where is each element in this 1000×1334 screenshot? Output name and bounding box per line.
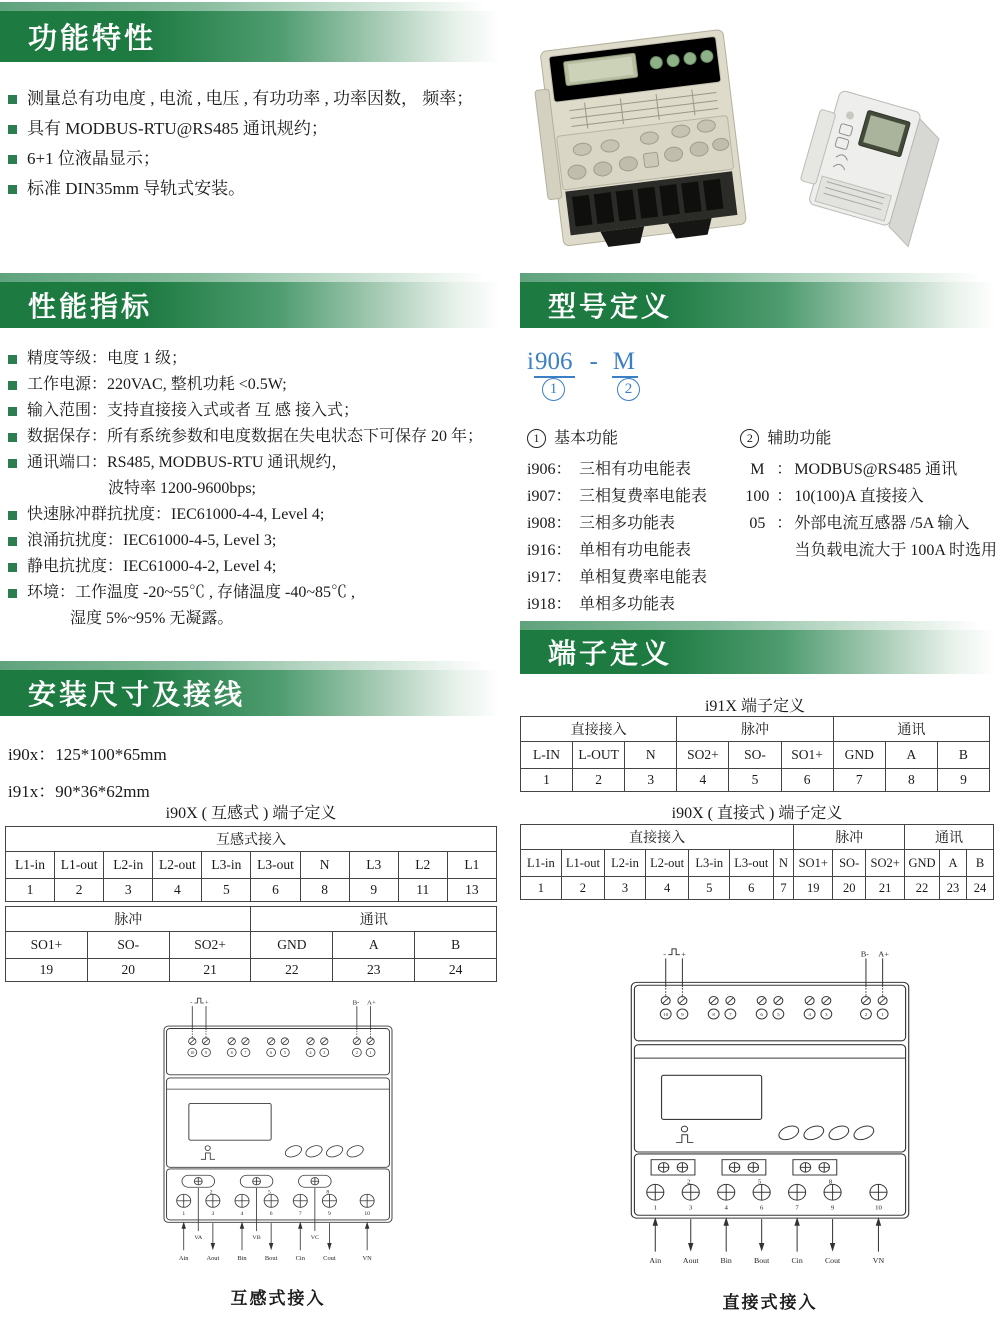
bullet-item — [8, 114, 513, 144]
table-cell: 9 — [349, 879, 398, 902]
table-cell: 23 — [940, 877, 967, 900]
features-bullet-list — [8, 84, 513, 204]
table-cell: L2-in — [104, 852, 153, 879]
svg-text:3: 3 — [689, 1204, 693, 1212]
column-group-header: 通讯 — [251, 907, 497, 932]
table-cell: GND — [833, 742, 885, 769]
model-item-desc: 单相多功能表 — [579, 596, 676, 613]
table-cell: N — [773, 850, 794, 877]
model-item-separator: ： — [776, 461, 793, 478]
circled-1-icon: 1 — [527, 429, 546, 448]
banner-band — [520, 630, 1000, 674]
table-cell: L3 — [349, 852, 398, 879]
table-cell: 1 — [521, 877, 562, 900]
table-cell: L3-in — [689, 850, 730, 877]
svg-text:Bin: Bin — [237, 1254, 247, 1262]
bullet-item — [8, 84, 513, 114]
section-title: 型号定义 — [548, 291, 673, 322]
dimension-line: i91x：90*36*62mm — [8, 782, 150, 801]
table-group-row — [521, 717, 990, 742]
bullet-item — [8, 346, 513, 372]
table-cell: SO1+ — [6, 932, 88, 959]
svg-text:4: 4 — [309, 1050, 312, 1055]
model-code-prefix: i — [527, 348, 534, 375]
bullet-square-icon — [8, 407, 17, 416]
bullet-item — [8, 372, 513, 398]
model-item — [527, 510, 740, 537]
terminal-table-i90x-ct-aux — [5, 906, 497, 982]
table-cell: 2 — [573, 769, 625, 792]
table-cell: L2-out — [645, 850, 689, 877]
model-item — [740, 510, 997, 537]
model-code-suffix: M — [612, 348, 638, 378]
table-cell: SO- — [833, 850, 866, 877]
table-cell: 7 — [773, 877, 794, 900]
banner-band — [0, 11, 506, 62]
table-cell: 8 — [885, 769, 937, 792]
terminal-table-i90x-direct — [520, 824, 994, 900]
model-item-code: i908： — [527, 515, 572, 532]
column-group-header: 脉冲 — [677, 717, 833, 742]
model-item — [527, 483, 740, 510]
model-item-code: i916： — [527, 542, 572, 559]
table-cell: L1-out — [55, 852, 104, 879]
banner-band — [0, 282, 506, 328]
svg-text:10: 10 — [875, 1204, 882, 1212]
svg-text:VC: VC — [310, 1235, 320, 1241]
bullet-square-icon — [8, 185, 17, 194]
table-cell: L1 — [447, 852, 496, 879]
model-item-desc: 三相有功电能表 — [579, 461, 692, 478]
bullet-square-icon — [8, 511, 17, 520]
table-cell: B — [937, 742, 989, 769]
table-cell: A — [885, 742, 937, 769]
table-cell: SO1+ — [781, 742, 833, 769]
svg-text:9: 9 — [328, 1211, 331, 1218]
terminal-label-row — [521, 850, 994, 877]
svg-text:VA: VA — [194, 1235, 203, 1241]
svg-text:1: 1 — [182, 1211, 186, 1218]
bullet-item — [8, 424, 513, 450]
table-cell: 3 — [104, 879, 153, 902]
svg-text:VB: VB — [252, 1235, 261, 1241]
bullet-square-icon — [8, 125, 17, 134]
bullet-item — [8, 174, 513, 204]
bullet-text: 精度等级：电度 1 级； — [27, 350, 188, 367]
bullet-text: 工作电源：220VAC, 整机功耗 <0.5W; — [27, 376, 287, 393]
bullet-square-icon — [8, 155, 17, 164]
table-cell: 5 — [202, 879, 251, 902]
table-cell: 2 — [55, 879, 104, 902]
table-cell: 5 — [689, 877, 730, 900]
table-cell: 21 — [866, 877, 905, 900]
table-cell: 8 — [300, 879, 349, 902]
column-group-header: 直接接入 — [521, 825, 794, 850]
svg-text:+: + — [681, 949, 686, 959]
svg-text:Cout: Cout — [323, 1254, 336, 1262]
table-cell: 4 — [153, 879, 202, 902]
model-item-desc: MODBUS@RS485 通讯 — [794, 461, 958, 478]
table-cell: L3-in — [202, 852, 251, 879]
table-caption-i90x-direct: i90X ( 直接式 ) 端子定义 — [671, 805, 843, 822]
bullet-text: 具有 MODBUS-RTU@RS485 通讯规约； — [27, 119, 328, 138]
svg-text:Bout: Bout — [264, 1254, 278, 1262]
model-code-dash: - — [589, 348, 598, 375]
bullet-square-icon — [8, 95, 17, 104]
bullet-text: 浪涌抗扰度：IEC61000-4-5, Level 3; — [27, 532, 277, 549]
terminal-label-row — [6, 852, 497, 879]
table-caption-i91x: i91X 端子定义 — [704, 698, 805, 715]
svg-text:B-: B- — [352, 999, 360, 1007]
bullet-item — [8, 580, 513, 606]
svg-text:7: 7 — [244, 1050, 247, 1055]
section-banner-terminals — [520, 630, 1000, 674]
svg-text:Bin: Bin — [720, 1256, 732, 1266]
svg-text:6: 6 — [759, 1204, 764, 1212]
model-item-desc: 外部电流互感器 /5A 输入 — [794, 515, 970, 532]
bullet-item — [8, 398, 513, 424]
svg-text:5: 5 — [283, 1050, 286, 1055]
svg-text:2: 2 — [864, 1013, 868, 1018]
table-cell: 19 — [794, 877, 833, 900]
model-item-code: M — [750, 461, 765, 478]
bullet-square-icon — [8, 459, 17, 468]
svg-text:8: 8 — [828, 1178, 833, 1186]
bullet-continuation — [8, 476, 513, 502]
section-banner-specs — [0, 282, 506, 328]
table-cell: 13 — [447, 879, 496, 902]
model-item — [527, 564, 740, 591]
svg-text:10: 10 — [663, 1013, 669, 1018]
table-cell: 1 — [521, 769, 573, 792]
model-item-separator: ： — [776, 488, 793, 505]
svg-text:4: 4 — [724, 1204, 728, 1212]
svg-text:6: 6 — [760, 1013, 763, 1018]
table-group-row — [521, 825, 994, 850]
table-cell: SO- — [729, 742, 781, 769]
table-cell: L2-out — [153, 852, 202, 879]
wiring-diagram-direct — [624, 945, 916, 1267]
banner-band — [520, 282, 1000, 328]
svg-text:VN: VN — [362, 1254, 372, 1262]
three-phase-meter-photo — [530, 25, 770, 260]
svg-text:VN: VN — [872, 1256, 885, 1266]
banner-band — [0, 670, 506, 716]
table-cell: 24 — [966, 877, 993, 900]
terminal-table-i90x-ct-main — [5, 826, 497, 902]
table-cell: 4 — [645, 877, 689, 900]
svg-text:9: 9 — [681, 1013, 684, 1018]
svg-text:3: 3 — [825, 1013, 828, 1018]
svg-text:Ain: Ain — [649, 1256, 662, 1266]
svg-text:7: 7 — [795, 1204, 799, 1212]
svg-text:1: 1 — [881, 1013, 884, 1018]
bullet-text: 湿度 5%~95% 无凝露。 — [70, 610, 234, 627]
model-item-code: i906： — [527, 461, 572, 478]
bullet-square-icon — [8, 589, 17, 598]
table-cell: 3 — [605, 877, 646, 900]
basic-items-list — [527, 456, 740, 618]
terminal-label-row — [6, 932, 497, 959]
svg-text:8: 8 — [230, 1050, 233, 1055]
bullet-text: 标准 DIN35mm 导轨式安装。 — [27, 179, 246, 198]
svg-text:B-: B- — [860, 949, 870, 959]
table-cell: 11 — [398, 879, 447, 902]
bullet-square-icon — [8, 381, 17, 390]
model-item — [740, 456, 997, 483]
svg-text:3: 3 — [211, 1211, 215, 1218]
table-cell: SO2+ — [866, 850, 905, 877]
bullet-item — [8, 554, 513, 580]
table-caption-i90x-ct: i90X ( 互感式 ) 端子定义 — [165, 805, 337, 822]
model-item-desc: 10(100)A 直接接入 — [794, 488, 924, 505]
svg-text:2: 2 — [355, 1050, 358, 1055]
aux-items-list — [740, 456, 997, 564]
svg-text:4: 4 — [808, 1013, 811, 1018]
dimension-line: i90x：125*100*65mm — [8, 745, 167, 764]
svg-text:4: 4 — [240, 1211, 244, 1218]
table-cell: 23 — [333, 959, 415, 982]
table-group-row — [6, 907, 497, 932]
table-cell: 6 — [781, 769, 833, 792]
table-cell: A — [333, 932, 415, 959]
table-cell: 7 — [833, 769, 885, 792]
terminal-number-row — [6, 879, 497, 902]
table-cell: SO- — [87, 932, 169, 959]
bullet-item — [8, 144, 513, 174]
column-group-header: 互感式接入 — [6, 827, 497, 852]
svg-text:-: - — [190, 999, 193, 1007]
table-cell: 9 — [937, 769, 989, 792]
basic-functions-header — [527, 424, 740, 454]
svg-text:7: 7 — [729, 1013, 732, 1018]
model-item-desc: 三相多功能表 — [579, 515, 676, 532]
single-phase-meter-photo — [782, 75, 972, 265]
bullet-text: 数据保存：所有系统参数和电度数据在失电状态下可保存 20 年； — [27, 428, 484, 445]
dimensions-block — [8, 736, 167, 810]
svg-text:Cin: Cin — [791, 1256, 803, 1266]
svg-text:2: 2 — [686, 1178, 691, 1186]
aux-functions-header — [740, 424, 997, 454]
table-cell: L-IN — [521, 742, 573, 769]
model-item — [740, 483, 997, 510]
model-item-desc: 当负载电流大于 100A 时选用 — [794, 542, 997, 559]
table-cell: 22 — [251, 959, 333, 982]
svg-text:Ain: Ain — [178, 1254, 189, 1262]
svg-text:6: 6 — [270, 1050, 273, 1055]
table-cell: GND — [905, 850, 940, 877]
model-item-desc: 三相复费率电能表 — [579, 488, 708, 505]
svg-text:8: 8 — [712, 1013, 715, 1018]
table-cell: L2-in — [605, 850, 646, 877]
model-item — [740, 537, 997, 564]
table-cell: GND — [251, 932, 333, 959]
table-cell: 24 — [415, 959, 497, 982]
section-banner-install — [0, 670, 506, 716]
svg-text:6: 6 — [269, 1211, 273, 1218]
model-item-desc: 单相复费率电能表 — [579, 569, 708, 586]
terminal-label-row — [521, 742, 990, 769]
header-label: 基本功能 — [554, 430, 619, 447]
section-title: 功能特性 — [28, 23, 157, 55]
model-item — [527, 456, 740, 483]
column-group-header: 通讯 — [833, 717, 989, 742]
terminal-number-row — [521, 877, 994, 900]
table-cell: L1-in — [521, 850, 562, 877]
specs-bullet-list — [8, 346, 513, 632]
diagram-caption-direct: 直接式接入 — [722, 1293, 818, 1312]
svg-text:7: 7 — [298, 1211, 302, 1218]
svg-text:+: + — [204, 999, 209, 1007]
model-item-desc: 单相有功电能表 — [579, 542, 692, 559]
svg-text:8: 8 — [326, 1189, 330, 1196]
table-cell: 6 — [251, 879, 300, 902]
bullet-square-icon — [8, 537, 17, 546]
column-group-header: 直接接入 — [521, 717, 677, 742]
table-cell: SO1+ — [794, 850, 833, 877]
bullet-item — [8, 450, 513, 476]
bullet-item — [8, 528, 513, 554]
bullet-text: 6+1 位液晶显示； — [27, 149, 160, 168]
svg-text:-: - — [663, 949, 667, 959]
table-cell: A — [940, 850, 967, 877]
svg-text:2: 2 — [209, 1189, 213, 1196]
table-group-row — [6, 827, 497, 852]
diagram-caption-ct: 互感式接入 — [230, 1289, 326, 1308]
table-cell: B — [415, 932, 497, 959]
svg-text:1: 1 — [369, 1050, 372, 1055]
circled-2-icon: 2 — [617, 378, 640, 401]
svg-text:5: 5 — [777, 1013, 780, 1018]
table-cell: SO2+ — [677, 742, 729, 769]
section-title: 性能指标 — [28, 291, 153, 322]
section-title: 安装尺寸及接线 — [28, 679, 246, 710]
model-item-code: i918： — [527, 596, 572, 613]
svg-text:A+: A+ — [367, 999, 376, 1007]
svg-text:1: 1 — [653, 1204, 657, 1212]
table-cell: 20 — [87, 959, 169, 982]
svg-text:9: 9 — [830, 1204, 835, 1212]
section-banner-model — [520, 282, 1000, 328]
svg-text:Aout: Aout — [682, 1256, 699, 1266]
svg-text:Bout: Bout — [754, 1256, 770, 1266]
model-item-code: 05 — [749, 515, 766, 532]
model-item-code: 100 — [745, 488, 770, 505]
table-cell: N — [625, 742, 677, 769]
section-title: 端子定义 — [548, 638, 673, 669]
model-code-circles — [527, 378, 727, 402]
table-cell: 22 — [905, 877, 940, 900]
section-banner-features — [0, 11, 506, 62]
table-cell: 2 — [561, 877, 605, 900]
header-label: 辅助功能 — [767, 430, 832, 447]
model-code-base: 906 — [534, 348, 576, 378]
svg-text:Cout: Cout — [824, 1256, 841, 1266]
bullet-text: 快速脉冲群抗扰度：IEC61000-4-4, Level 4; — [27, 506, 325, 523]
svg-text:10: 10 — [364, 1211, 370, 1218]
terminal-number-row — [521, 769, 990, 792]
terminal-table-i91x — [520, 716, 990, 792]
table-cell: L1-out — [561, 850, 605, 877]
table-cell: 21 — [169, 959, 251, 982]
bullet-text: 输入范围：支持直接接入式或者 互 感 接入式； — [27, 402, 360, 419]
table-cell: 4 — [677, 769, 729, 792]
model-item — [527, 591, 740, 618]
circled-1-icon: 1 — [542, 378, 565, 401]
model-definition-columns — [527, 424, 997, 618]
bullet-square-icon — [8, 355, 17, 364]
table-cell: L3-out — [251, 852, 300, 879]
table-cell: 6 — [730, 877, 774, 900]
table-cell: SO2+ — [169, 932, 251, 959]
bullet-text: 环境：工作温度 -20~55℃ , 存储温度 -40~85℃ , — [27, 584, 355, 601]
model-item-code: i917： — [527, 569, 572, 586]
bullet-continuation — [8, 606, 513, 632]
bullet-text: 通讯端口：RS485, MODBUS-RTU 通讯规约， — [27, 454, 348, 471]
table-cell: L3-out — [730, 850, 774, 877]
svg-text:3: 3 — [323, 1050, 326, 1055]
svg-text:Aout: Aout — [206, 1254, 220, 1262]
svg-text:Cin: Cin — [295, 1254, 305, 1262]
table-cell: B — [966, 850, 993, 877]
table-cell: 20 — [833, 877, 866, 900]
bullet-item — [8, 502, 513, 528]
bullet-text: 静电抗扰度：IEC61000-4-2, Level 4; — [27, 558, 277, 575]
bullet-square-icon — [8, 433, 17, 442]
model-code — [527, 348, 638, 376]
table-cell: 5 — [729, 769, 781, 792]
table-cell: N — [300, 852, 349, 879]
svg-text:5: 5 — [268, 1189, 271, 1196]
table-cell: 3 — [625, 769, 677, 792]
table-cell: L-OUT — [573, 742, 625, 769]
model-item-code: i907： — [527, 488, 572, 505]
terminal-number-row — [6, 959, 497, 982]
circled-2-icon: 2 — [740, 429, 759, 448]
model-item-separator: ： — [776, 515, 793, 532]
svg-text:10: 10 — [190, 1050, 195, 1055]
table-cell: 1 — [6, 879, 55, 902]
bullet-text: 测量总有功电度 , 电流 , 电压 , 有功功率 , 功率因数， 频率； — [27, 89, 474, 108]
table-cell: 19 — [6, 959, 88, 982]
table-cell: L2 — [398, 852, 447, 879]
bullet-text: 波特率 1200-9600bps; — [108, 480, 257, 497]
column-group-header: 通讯 — [905, 825, 994, 850]
table-cell: L1-in — [6, 852, 55, 879]
basic-functions-column — [527, 424, 740, 618]
model-item — [527, 537, 740, 564]
svg-text:A+: A+ — [878, 949, 890, 959]
column-group-header: 脉冲 — [794, 825, 905, 850]
bullet-square-icon — [8, 563, 17, 572]
svg-text:9: 9 — [204, 1050, 208, 1055]
column-group-header: 脉冲 — [6, 907, 251, 932]
svg-text:5: 5 — [757, 1178, 762, 1186]
aux-functions-column — [740, 424, 997, 618]
wiring-diagram-ct — [158, 995, 398, 1263]
